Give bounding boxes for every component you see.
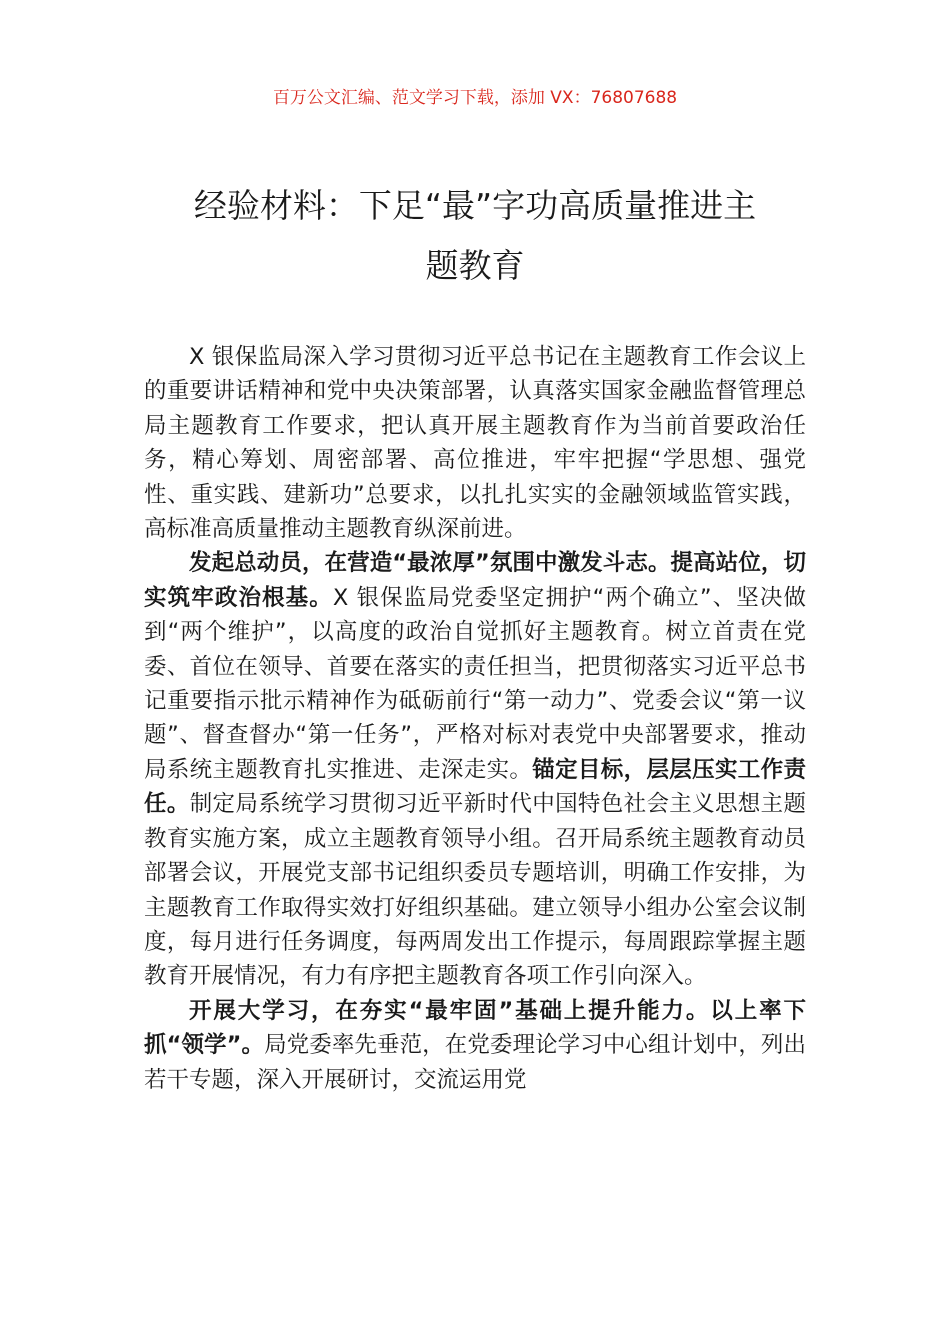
document-title — [140, 176, 810, 296]
paragraph-intro — [144, 340, 806, 546]
subheading-lead-study: 以上率下抓“领学”。 — [144, 997, 806, 1059]
document-body — [144, 340, 806, 1097]
document-title-line-1: 经验材料：下足“最”字功高质量推进主 — [193, 186, 757, 225]
paragraph-intro-text: X 银保监局深入学习贯彻习近平总书记在主题教育工作会议上的重要讲话精神和党中央决策部署，认真落实国家金融监督管理总局主题教育工作要求，把认真开展主题教育作为当前首要政治任务，精心筹划、周密部署、高位推进，牢牢把握“学思想、强党性、重实践、建新功”总要求，以扎扎实实的金融领域监管实践，高标准高质量推动主题教育纵深前进。 — [144, 344, 806, 543]
paragraph-study — [144, 994, 806, 1097]
section-heading-mobilization: 发起总动员，在营造“最浓厚”氛围中激发斗志。 — [189, 550, 671, 577]
paragraph-mobilization — [144, 546, 806, 993]
subheading-political-stance: 提高站位，切实筑牢政治根基。 — [144, 550, 806, 611]
header-watermark-note: 百万公文汇编、范文学习下载，添加 VX：76807688 — [272, 88, 678, 108]
paragraph-mobilization-text-2: 制定局系统学习贯彻习近平新时代中国特色社会主义思想主题教育实施方案，成立主题教育领导小组。召开局系统主题教育动员部署会议，开展党支部书记组织委员专题培训，明确工作安排，为主题教育工作取得实效打好组织基础。建立领导小组办公室会议制度，每月进行任务调度，每两周发出工作提示，每周跟踪掌握主题教育开展情况，有力有序把主题教育各项工作引向深入。 — [144, 791, 806, 990]
subheading-responsibility: 锚定目标，层层压实工作责任。 — [144, 756, 806, 818]
document-title-line-2: 题教育 — [425, 246, 525, 285]
section-heading-study: 开展大学习，在夯实“最牢固”基础上提升能力。 — [189, 997, 711, 1024]
paragraph-study-text-1: 局党委率先垂范，在党委理论学习中心组计划中，列出若干专题，深入开展研讨，交流运用党 — [144, 1032, 806, 1093]
paragraph-mobilization-text-1: X 银保监局党委坚定拥护“两个确立”、坚决做到“两个维护”，以高度的政治自觉抓好主题教育。树立首责在党委、首位在领导、首要在落实的责任担当，把贯彻落实习近平总书记重要指示批示精神作为砥砺前行“第一动力”、党委会议“第一议题”、督查督办“第一任务”，严格对标对表党中央部署要求，推动局系统主题教育扎实推进、走深走实。 — [144, 584, 806, 783]
